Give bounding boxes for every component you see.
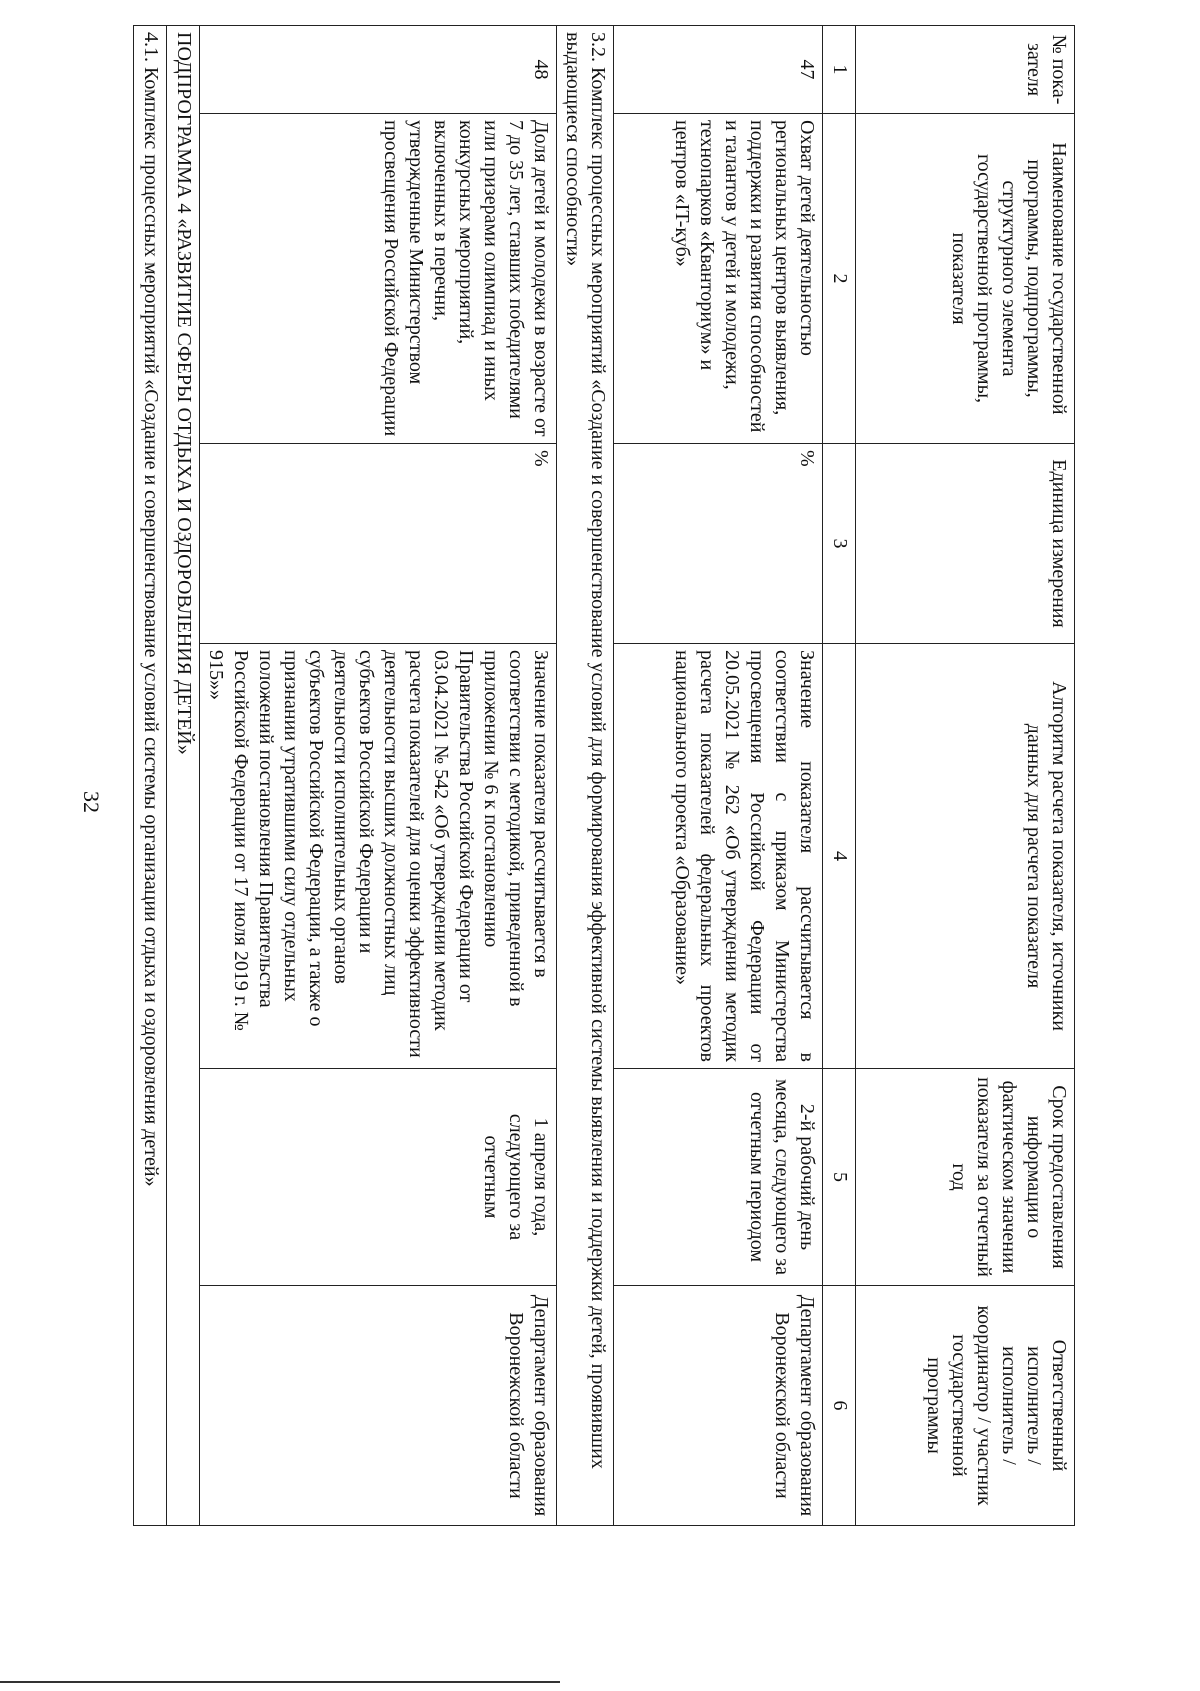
header-unit: Единица измерения xyxy=(856,444,1075,644)
subprogram-4-title: ПОДПРОГРАММА 4 «РАЗВИТИЕ СФЕРЫ ОТДЫХА И ОЗДОРОВЛЕНИЯ ДЕТЕЙ» xyxy=(167,26,200,1526)
column-number: 5 xyxy=(823,1069,856,1286)
indicator-name: Охват детей деятельностью региональных центров выявления, поддержки и развития способностей и талантов у детей и молодежи, технопарков «Кванториум» и центров «IT-куб» xyxy=(614,114,823,444)
header-deadline: Срок предоставления информации о фактическом значении показателя за отчетный год xyxy=(856,1069,1075,1286)
column-number: 1 xyxy=(823,26,856,114)
section-row-3-2 xyxy=(557,26,614,1526)
indicator-name: Доля детей и молодежи в возрасте от 7 до 35 лет, ставших победителями или призерами олимпиад и иных конкурсных мероприятий, включенных в перечни, утвержденные Министерством просвещения Российской Федерации xyxy=(200,114,557,444)
indicator-deadline: 2-й рабочий день месяца, следующего за отчетным периодом xyxy=(614,1069,823,1286)
page-number: 32 xyxy=(79,791,104,813)
section-row-4-1 xyxy=(134,26,167,1526)
header-indicator-number: № пока-зателя xyxy=(856,26,1075,114)
indicator-responsible: Департамент образования Воронежской области xyxy=(200,1286,557,1526)
table-row-48 xyxy=(200,26,557,1526)
indicator-deadline: 1 апреля года, следующего за отчетным xyxy=(200,1069,557,1286)
header-name: Наименование государственной программы, подпрограммы, структурного элемента государственной программы, показателя xyxy=(856,114,1075,444)
section-3-2-title: 3.2. Комплекс процессных мероприятий «Создание и совершенствование условий для формирования эффективной системы выявления и поддержки детей, проявивших выдающиеся способности» xyxy=(557,26,614,1526)
section-4-1-title: 4.1. Комплекс процессных мероприятий «Создание и совершенствование условий системы организации отдыха и оздоровления детей» xyxy=(134,26,167,1526)
column-number: 2 xyxy=(823,114,856,444)
rotated-table-wrapper xyxy=(135,25,1075,1525)
subprogram-4-row xyxy=(167,26,200,1526)
column-number-row xyxy=(823,26,856,1526)
scan-bottom-edge xyxy=(0,1681,1200,1691)
header-responsible: Ответственный исполнитель / исполнитель / координатор / участник государственной программы xyxy=(856,1286,1075,1526)
indicator-responsible: Департамент образования Воронежской области xyxy=(614,1286,823,1526)
indicator-algorithm: Значение показателя рассчитывается в соответствии с приказом Министерства просвещения Российской Федерации от 20.05.2021 № 262 «Об утверждении методик расчета показателей федеральных проектов национального проекта «Образование» xyxy=(614,644,823,1069)
column-number: 3 xyxy=(823,444,856,644)
indicator-unit: % xyxy=(614,444,823,644)
table-header-row xyxy=(856,26,1075,1526)
header-algorithm: Алгоритм расчета показателя, источники данных для расчета показателя xyxy=(856,644,1075,1069)
indicator-table xyxy=(133,25,1075,1526)
indicator-algorithm: Значение показателя рассчитывается в соответствии с методикой, приведенной в приложении № 6 к постановлению Правительства Российской Федерации от 03.04.2021 № 542 «Об утверждении методик расчета показателей для оценки эффективности деятельности высших должностных лиц субъектов Российской Федерации и деятельности исполнительных органов субъектов Российской Федерации, а также о признании утратившими силу отдельных положений постановления Правительства Российской Федерации от 17 июля 2019 г. № 915»» xyxy=(200,644,557,1069)
indicator-unit: % xyxy=(200,444,557,644)
column-number: 4 xyxy=(823,644,856,1069)
indicator-number: 48 xyxy=(200,26,557,114)
indicator-number: 47 xyxy=(614,26,823,114)
scan-edge-line xyxy=(0,1681,560,1683)
column-number: 6 xyxy=(823,1286,856,1526)
table-row-47 xyxy=(614,26,823,1526)
